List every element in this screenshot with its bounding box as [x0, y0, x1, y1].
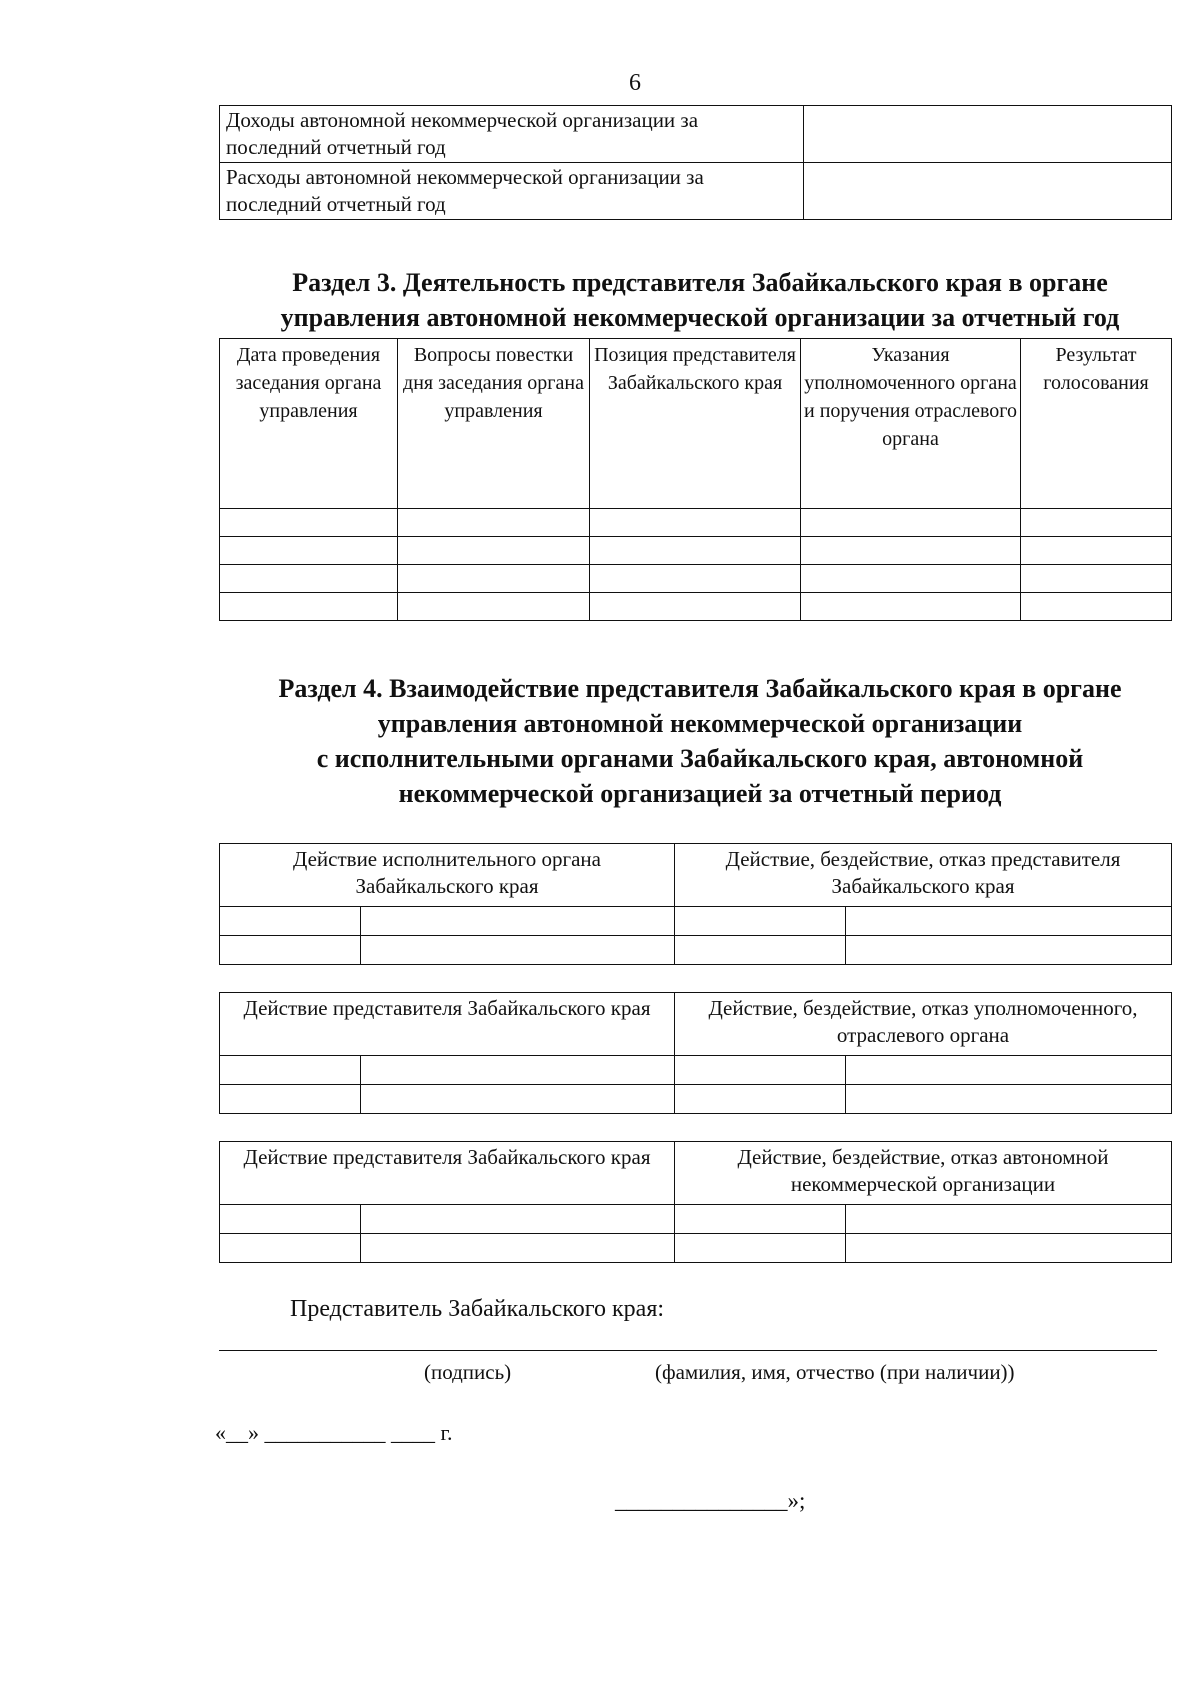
table-cell[interactable] [398, 593, 590, 621]
table-header-row [220, 339, 1172, 509]
table-row [220, 593, 1172, 621]
table-row [220, 537, 1172, 565]
table-cell[interactable] [675, 1205, 846, 1234]
table-cell[interactable] [220, 593, 398, 621]
table-cell[interactable] [675, 936, 846, 965]
table-cell[interactable] [220, 565, 398, 593]
section4-title-line4: некоммерческой организацией за отчетный период [398, 779, 1002, 808]
column-header-right: Действие, бездействие, отказ представителя Забайкальского края [675, 844, 1172, 907]
table-cell[interactable] [1021, 593, 1172, 621]
column-header-left: Действие представителя Забайкальского края [220, 993, 675, 1056]
section3-title-line2: управления автономной некоммерческой организации за отчетный год [280, 303, 1120, 332]
column-header-left: Действие представителя Забайкальского края [220, 1142, 675, 1205]
column-header-result: Результат голосования [1021, 339, 1172, 509]
income-value[interactable] [804, 106, 1172, 163]
table-cell[interactable] [220, 936, 361, 965]
table-row [220, 936, 1172, 965]
table-row [220, 907, 1172, 936]
table-cell[interactable] [846, 1085, 1172, 1114]
table-cell[interactable] [801, 509, 1021, 537]
column-header-date: Дата проведения заседания органа управления [220, 339, 398, 509]
table-row [220, 1085, 1172, 1114]
column-header-instructions: Указания уполномоченного органа и поручения отраслевого органа [801, 339, 1021, 509]
table-cell[interactable] [361, 1056, 675, 1085]
full-name-caption: (фамилия, имя, отчество (при наличии)) [655, 1360, 1015, 1384]
table-header-row [220, 993, 1172, 1056]
expenses-label: Расходы автономной некоммерческой организации за последний отчетный год [220, 163, 804, 220]
table-cell[interactable] [1021, 537, 1172, 565]
table-cell[interactable] [675, 907, 846, 936]
interaction-table-1 [219, 843, 1172, 965]
table-row [220, 1056, 1172, 1085]
income-label: Доходы автономной некоммерческой организации за последний отчетный год [220, 106, 804, 163]
table-cell[interactable] [675, 1056, 846, 1085]
table-cell[interactable] [801, 593, 1021, 621]
table-cell[interactable] [361, 936, 675, 965]
table-cell[interactable] [801, 565, 1021, 593]
table-row [220, 163, 1172, 220]
table-row [220, 106, 1172, 163]
table-row [220, 1234, 1172, 1263]
column-header-right: Действие, бездействие, отказ автономной некоммерческой организации [675, 1142, 1172, 1205]
column-header-position: Позиция представителя Забайкальского края [590, 339, 801, 509]
table-row [220, 509, 1172, 537]
table-cell[interactable] [1021, 565, 1172, 593]
column-header-left: Действие исполнительного органа Забайкальского края [220, 844, 675, 907]
table-header-row [220, 1142, 1172, 1205]
table-cell[interactable] [846, 1234, 1172, 1263]
table-cell[interactable] [675, 1234, 846, 1263]
page-number: 6 [629, 70, 641, 96]
table-cell[interactable] [220, 1234, 361, 1263]
table-cell[interactable] [846, 936, 1172, 965]
table-cell[interactable] [361, 1205, 675, 1234]
column-header-agenda: Вопросы повестки дня заседания органа управления [398, 339, 590, 509]
table-cell[interactable] [220, 1205, 361, 1234]
table-cell[interactable] [220, 1085, 361, 1114]
table-cell[interactable] [398, 537, 590, 565]
table-row [220, 1205, 1172, 1234]
table-cell[interactable] [220, 509, 398, 537]
section3-table [219, 338, 1172, 621]
table-cell[interactable] [220, 537, 398, 565]
section4-title-line2: управления автономной некоммерческой организации [377, 709, 1023, 738]
table-cell[interactable] [590, 593, 801, 621]
table-cell[interactable] [846, 1205, 1172, 1234]
section4-title-line3: с исполнительными органами Забайкальского края, автономной [316, 744, 1084, 773]
table-cell[interactable] [846, 907, 1172, 936]
date-line: «__» ___________ ____ г. [215, 1420, 453, 1445]
table-cell[interactable] [398, 509, 590, 537]
finance-table [219, 105, 1172, 220]
table-cell[interactable] [361, 907, 675, 936]
interaction-table-2 [219, 992, 1172, 1114]
table-cell[interactable] [398, 565, 590, 593]
table-cell[interactable] [1021, 509, 1172, 537]
signature-line[interactable] [219, 1350, 1157, 1351]
table-cell[interactable] [590, 565, 801, 593]
section4-title-line1: Раздел 4. Взаимодействие представителя Забайкальского края в органе [278, 674, 1122, 703]
section3-title-line1: Раздел 3. Деятельность представителя Забайкальского края в органе [292, 268, 1108, 297]
table-row [220, 565, 1172, 593]
table-header-row [220, 844, 1172, 907]
table-cell[interactable] [675, 1085, 846, 1114]
expenses-value[interactable] [804, 163, 1172, 220]
table-cell[interactable] [846, 1056, 1172, 1085]
table-cell[interactable] [361, 1234, 675, 1263]
closing-line: _______________»; [615, 1488, 806, 1513]
representative-label: Представитель Забайкальского края: [290, 1296, 665, 1322]
table-cell[interactable] [590, 509, 801, 537]
table-cell[interactable] [590, 537, 801, 565]
table-cell[interactable] [220, 1056, 361, 1085]
signature-caption: (подпись) [424, 1360, 512, 1384]
column-header-right: Действие, бездействие, отказ уполномоченного, отраслевого органа [675, 993, 1172, 1056]
table-cell[interactable] [801, 537, 1021, 565]
table-cell[interactable] [361, 1085, 675, 1114]
table-cell[interactable] [220, 907, 361, 936]
interaction-table-3 [219, 1141, 1172, 1263]
